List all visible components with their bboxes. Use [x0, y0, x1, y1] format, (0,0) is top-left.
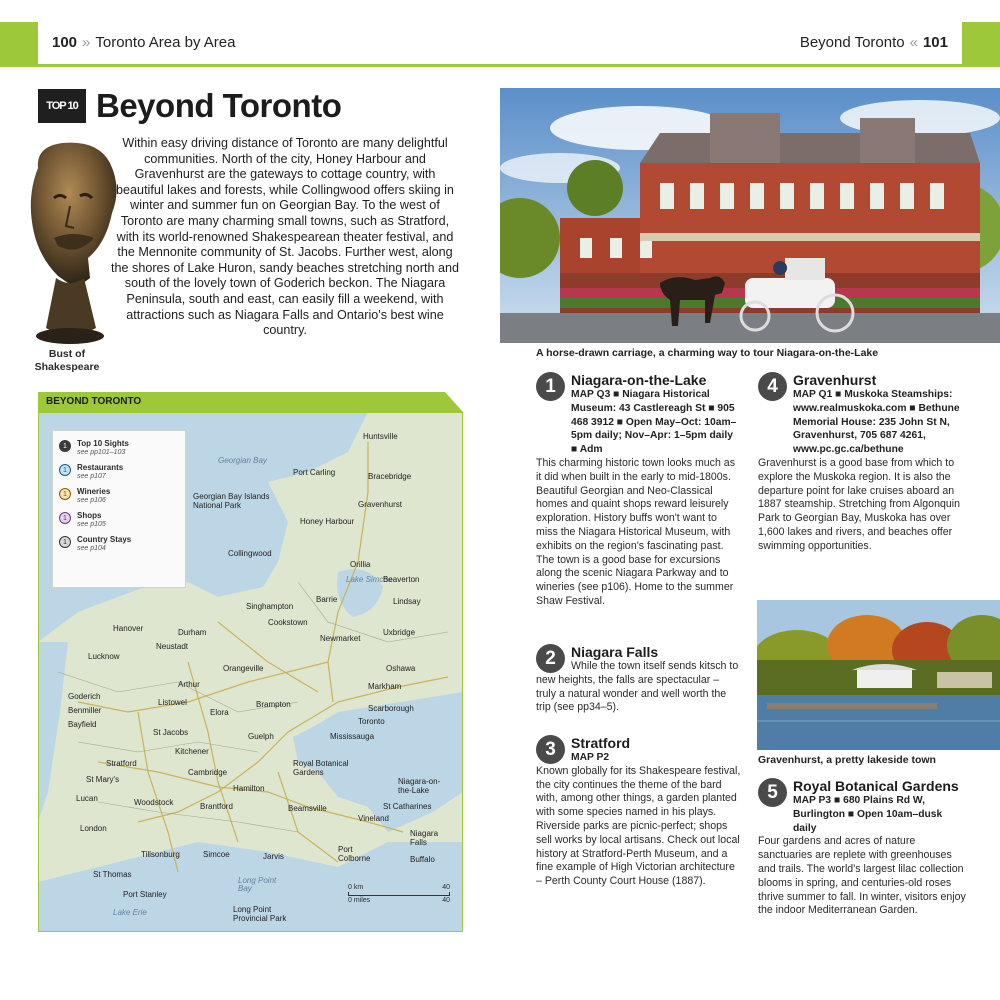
map-label: Benmiller	[68, 706, 102, 715]
sight-entry-niagara-falls	[536, 644, 741, 715]
lake-photo-caption: Gravenhurst, a pretty lakeside town	[758, 754, 936, 766]
left-running-head	[52, 34, 235, 51]
map-label: Guelph	[248, 732, 274, 741]
sight-number-badge: 3	[536, 735, 565, 764]
map-label: Singhampton	[246, 602, 294, 611]
legend-item	[59, 463, 179, 481]
sight-entry-stratford	[536, 735, 741, 889]
map-label: Simcoe	[203, 850, 230, 859]
map-heading-corner	[445, 392, 463, 412]
map-label: Mississauga	[330, 732, 375, 741]
sight-entry-gravenhurst	[758, 372, 968, 554]
map-label: London	[80, 824, 107, 833]
legend-title: Top 10 Sights	[77, 439, 129, 448]
left-page-number: 100	[52, 34, 78, 51]
scale-mi-label: 0 miles	[348, 897, 371, 904]
map-label: Toronto	[358, 717, 385, 726]
map-label: Kitchener	[175, 747, 209, 756]
map-label: Elora	[210, 708, 229, 717]
header-rule	[38, 64, 962, 67]
bust-caption: Bust of Shakespeare	[34, 348, 100, 373]
map-label: Royal Botanical Gardens	[293, 759, 349, 777]
map-label: Beaverton	[383, 575, 420, 584]
map-label: Tillsonburg	[141, 850, 180, 859]
map-label: Barrie	[316, 595, 338, 604]
map-label: Buffalo	[410, 855, 435, 864]
legend-title: Restaurants	[77, 463, 124, 472]
right-page-number: 101	[922, 34, 948, 51]
legend-title: Wineries	[77, 487, 111, 496]
sight-body: This charming historic town looks much as it did when built in the early to mid-1800s. Beautiful Georgian and Neo-Classical homes and quaint shops reward leisurely exploration. History buffs won't want to miss the Niagara Historical Museum, with exhibits on the region's fascinating past. The town is a good base for excursions along the scenic Niagara Parkway and to wineries (see p106). Home to the summer Shaw Festival.	[536, 456, 736, 607]
legend-symbol-icon: 1	[59, 488, 71, 500]
sight-meta: MAP Q3 ■ Niagara Historical Museum: 43 Castlereagh St ■ 905 468 3912 ■ Open May–Oct: 10am–5pm daily; Nov–Apr: 1–5pm daily ■ Adm	[571, 389, 737, 456]
left-tab-accent	[0, 22, 38, 67]
left-chevron-icon: »	[82, 34, 91, 51]
sight-title: Gravenhurst	[793, 372, 877, 388]
map-label: St Jacobs	[153, 728, 189, 737]
map-label: Huntsville	[363, 432, 398, 441]
legend-symbol-icon: 1	[59, 536, 71, 548]
map-label: Port Colborne	[338, 845, 371, 863]
niagara-on-the-lake-photo	[500, 88, 1000, 343]
map-label: Gravenhurst	[358, 500, 403, 509]
map-label: Niagara-on-the-Lake	[398, 777, 441, 795]
map-heading: BEYOND TORONTO	[38, 392, 463, 412]
sight-entry-niagara-on-the-lake	[536, 372, 741, 609]
legend-symbol-icon: 1	[59, 440, 71, 452]
sight-number-badge: 2	[536, 644, 565, 673]
map-label: Beamsville	[288, 804, 327, 813]
map-label: Cookstown	[268, 618, 308, 627]
map-label: Cambridge	[188, 768, 228, 777]
map-label: St Thomas	[93, 870, 132, 879]
scale-mi-max: 40	[442, 897, 450, 904]
legend-item	[59, 439, 179, 457]
map-label: Port Stanley	[123, 890, 167, 899]
map-label: Scarborough	[368, 704, 414, 713]
sight-body: Four gardens and acres of nature sanctuaries are replete with greenhouses and trails. The world's largest lilac collection blooms in spring, and centuries-old roses thrive summer to fall. In winter, visitors enjoy the indoor Mediterranean Garden.	[758, 835, 966, 917]
sight-number-badge: 4	[758, 372, 787, 401]
legend-symbol-icon: 1	[59, 512, 71, 524]
sight-title: Niagara Falls	[571, 644, 659, 660]
scale-bar-line	[348, 892, 450, 896]
scale-km-label: 0 km	[348, 884, 364, 891]
gravenhurst-lake-photo	[757, 600, 1000, 750]
map-label: Honey Harbour	[300, 517, 355, 526]
map-label: Markham	[368, 682, 402, 691]
sight-title: Stratford	[571, 735, 631, 751]
map-label: Hanover	[113, 624, 144, 633]
hero-photo-caption: A horse-drawn carriage, a charming way to tour Niagara-on-the-Lake	[536, 347, 879, 359]
map-label: Lake Simcoe	[346, 575, 393, 584]
map-label: Stratford	[106, 759, 137, 768]
map-legend	[52, 430, 186, 588]
beyond-toronto-map	[38, 392, 463, 932]
map-label: Georgian Bay	[218, 456, 267, 465]
legend-title: Country Stays	[77, 535, 132, 544]
sight-body: While the town itself sends kitsch to new heights, the falls are spectacular – truly a natural wonder and well worth the trip (see pp34–5).	[536, 660, 739, 714]
sight-number-badge: 1	[536, 372, 565, 401]
sight-number-badge: 5	[758, 778, 787, 807]
legend-item	[59, 487, 179, 505]
map-label: Port Carling	[293, 468, 336, 477]
map-label: Hamilton	[233, 784, 265, 793]
running-header	[0, 22, 1000, 67]
top10-logo: TOP 10	[38, 89, 86, 123]
map-label: Arthur	[178, 680, 200, 689]
legend-item	[59, 511, 179, 529]
legend-sub: see p106	[77, 497, 106, 504]
map-label: Vineland	[358, 814, 389, 823]
map-label: Long Point Bay	[238, 876, 277, 893]
map-label: Brantford	[200, 802, 233, 811]
sight-entry-royal-botanical-gardens	[758, 778, 968, 918]
sight-body: Gravenhurst is a good base from which to explore the Muskoka region. It is also the departure point for lake cruises aboard an 1887 steamship. Stretching from Algonquin Park to Georgian Bay, Muskoka has over 1,600 lakes and rivers, and beaches offer swimming opportunities.	[758, 456, 960, 552]
map-label: Long Point Provincial Park	[233, 905, 287, 923]
sight-meta: MAP P2	[571, 752, 610, 763]
legend-sub: see p107	[77, 473, 106, 480]
page-title: Beyond Toronto	[96, 87, 342, 124]
legend-sub: see p105	[77, 521, 106, 528]
map-label: Goderich	[68, 692, 101, 701]
map-label: Georgian Bay Islands National Park	[193, 492, 270, 510]
sight-title: Niagara-on-the-Lake	[571, 372, 707, 388]
map-label: Niagara Falls	[410, 829, 439, 847]
map-label: Bayfield	[68, 720, 97, 729]
map-label: Collingwood	[228, 549, 272, 558]
map-label: Orillia	[350, 560, 371, 569]
right-section-name: Beyond Toronto	[799, 34, 905, 51]
map-label: Listowel	[158, 698, 187, 707]
legend-sub: see p104	[77, 545, 106, 552]
legend-symbol-icon: 1	[59, 464, 71, 476]
scale-km-max: 40	[442, 884, 450, 891]
map-label: St Mary's	[86, 775, 120, 784]
intro-paragraph: Within easy driving distance of Toronto are many delightful communities. North of the city, Honey Harbour and Gravenhurst are the gateways to cottage country, with beautiful lakes and forests, while Collingwood offers skiing in winter and summer fun on Georgian Bay. To the west of Toronto are many charming small towns, such as Stratford, with its world-renowned Shakespearean theater festival, and the Mennonite community of St. Jacobs. Further west, along the shores of Lake Huron, sandy beaches stretching north and south of the lovely town of Goderich beckon. The Niagara Peninsula, south and east, can easily fill a weekend, with attractions such as Niagara Falls and Ontario's best wine country.	[111, 136, 459, 338]
sight-meta: MAP Q1 ■ Muskoka Steamships: www.realmuskoka.com ■ Bethune Memorial House: 235 John St N, Gravenhurst, 705 687 4261, www.pc.gc.ca/bethune	[793, 389, 960, 456]
map-label: Woodstock	[134, 798, 174, 807]
map-label: Lucknow	[88, 652, 120, 661]
map-label: Brampton	[256, 700, 291, 709]
map-scale-bar	[348, 884, 450, 904]
shakespeare-bust-image	[18, 138, 122, 348]
map-label: Lindsay	[393, 597, 421, 606]
sight-meta: MAP P3 ■ 680 Plains Rd W, Burlington ■ Open 10am–dusk daily	[793, 795, 943, 834]
map-label: St Catharines	[383, 802, 432, 811]
map-label: Newmarket	[320, 634, 361, 643]
left-section-name: Toronto Area by Area	[95, 34, 236, 51]
map-label: Neustadt	[156, 642, 189, 651]
right-tab-accent	[962, 22, 1000, 67]
map-label: Lake Erie	[113, 908, 147, 917]
map-label: Oshawa	[386, 664, 416, 673]
map-label: Uxbridge	[383, 628, 416, 637]
map-label: Jarvis	[263, 852, 284, 861]
legend-sub: see pp101–103	[77, 449, 126, 456]
map-label: Durham	[178, 628, 207, 637]
legend-title: Shops	[77, 511, 102, 520]
map-label: Orangeville	[223, 664, 264, 673]
map-label: Bracebridge	[368, 472, 412, 481]
sight-title: Royal Botanical Gardens	[793, 778, 959, 794]
page-title-block	[38, 86, 341, 126]
right-running-head	[800, 34, 948, 51]
map-label: Lucan	[76, 794, 98, 803]
right-chevron-icon: «	[909, 34, 918, 51]
sight-body: Known globally for its Shakespeare festival, the city continues the theme of the bard with, among other things, a garden planted with some species named in his plays. Riverside parks are picnic-perfect; shops sell works by local artisans. Check out local history at Stratford-Perth Museum, and a fine example of High Victorian architecture – Perth County Court House (1887).	[536, 764, 741, 888]
legend-item	[59, 535, 179, 553]
